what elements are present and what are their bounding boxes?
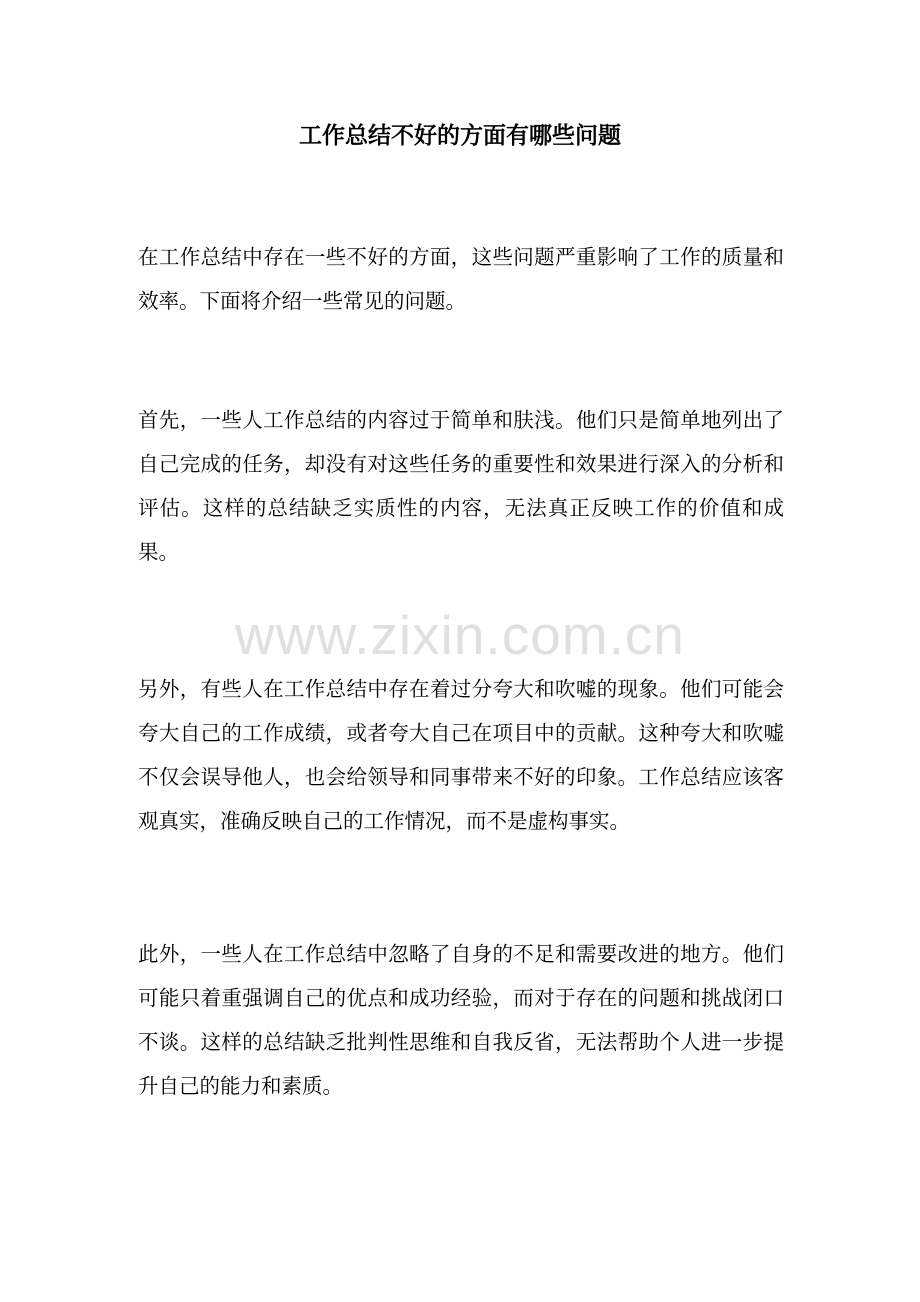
paragraph-first-issue: 首先，一些人工作总结的内容过于简单和肤浅。他们只是简单地列出了自己完成的任务，却没有对这些任务的重要性和效果进行深入的分析和评估。这样的总结缺乏实质性的内容，无法真正反映工作的价值和成果。 xyxy=(138,408,784,564)
paragraph-intro: 在工作总结中存在一些不好的方面，这些问题严重影响了工作的质量和效率。下面将介绍一些常见的问题。 xyxy=(138,245,784,313)
paragraph-second-issue: 另外，有些人在工作总结中存在着过分夸大和吹嘘的现象。他们可能会夸大自己的工作成绩，或者夸大自己在项目中的贡献。这种夸大和吹嘘不仅会误导他人，也会给领导和同事带来不好的印象。工作总结应该客观真实，准确反映自己的工作情况，而不是虚构事实。 xyxy=(138,677,784,833)
watermark: www.zixin.com.cn xyxy=(235,604,685,666)
document-title: 工作总结不好的方面有哪些问题 xyxy=(299,122,621,149)
paragraph-third-issue: 此外，一些人在工作总结中忽略了自身的不足和需要改进的地方。他们可能只着重强调自己的优点和成功经验，而对于存在的问题和挑战闭口不谈。这样的总结缺乏批判性思维和自我反省，无法帮助个人进一步提升自己的能力和素质。 xyxy=(138,942,784,1098)
